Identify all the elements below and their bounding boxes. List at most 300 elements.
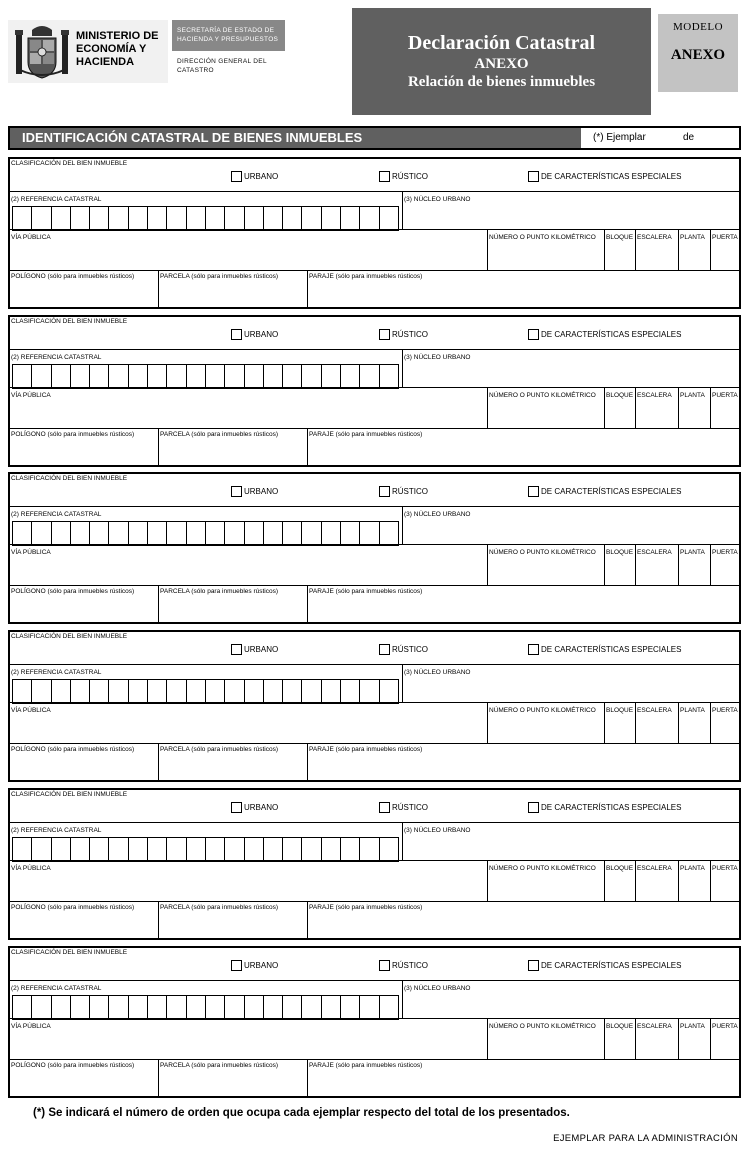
especiales-checkbox[interactable] bbox=[528, 960, 539, 971]
referencia-cell[interactable] bbox=[282, 680, 301, 703]
row-divider bbox=[10, 191, 739, 192]
referencia-cell[interactable] bbox=[147, 680, 166, 703]
col-divider bbox=[635, 229, 636, 270]
rustico-checkbox[interactable] bbox=[379, 802, 390, 813]
referencia-cell[interactable] bbox=[205, 996, 224, 1019]
referencia-cell[interactable] bbox=[359, 365, 378, 388]
referencia-cell[interactable] bbox=[13, 680, 31, 703]
urbano-checkbox[interactable] bbox=[231, 329, 242, 340]
referencia-cell[interactable] bbox=[205, 680, 224, 703]
footer-copy-label: EJEMPLAR PARA LA ADMINISTRACIÓN bbox=[553, 1133, 738, 1144]
planta-label: PLANTA bbox=[680, 1023, 705, 1030]
referencia-catastral-input[interactable] bbox=[12, 206, 399, 231]
property-block bbox=[8, 472, 741, 624]
property-block bbox=[8, 630, 741, 782]
secretaria-line: SECRETARÍA DE ESTADO DE bbox=[177, 27, 275, 34]
via-publica-input[interactable] bbox=[11, 716, 486, 742]
col-divider bbox=[604, 229, 605, 270]
referencia-cell[interactable] bbox=[89, 996, 108, 1019]
referencia-cell[interactable] bbox=[31, 680, 50, 703]
via-publica-input[interactable] bbox=[11, 401, 486, 427]
referencia-cell[interactable] bbox=[51, 522, 70, 545]
col-divider bbox=[710, 229, 711, 270]
referencia-cell[interactable] bbox=[321, 996, 340, 1019]
rustico-checkbox[interactable] bbox=[379, 644, 390, 655]
referencia-cell[interactable] bbox=[263, 680, 282, 703]
urbano-label: URBANO bbox=[244, 803, 279, 812]
col-divider bbox=[604, 1018, 605, 1059]
row-divider bbox=[10, 980, 739, 981]
puerta-label: PUERTA bbox=[712, 234, 738, 241]
referencia-cell[interactable] bbox=[31, 207, 50, 230]
parcela-label: PARCELA (sólo para inmuebles rústicos) bbox=[160, 746, 279, 753]
via-label: VÍA PÚBLICA bbox=[11, 549, 51, 556]
nucleo-label: (3) NÚCLEO URBANO bbox=[404, 511, 471, 518]
referencia-cell[interactable] bbox=[379, 996, 398, 1019]
referencia-cell[interactable] bbox=[379, 207, 398, 230]
referencia-cell[interactable] bbox=[186, 838, 205, 861]
referencia-cell[interactable] bbox=[70, 680, 89, 703]
referencia-cell[interactable] bbox=[224, 522, 243, 545]
col-divider bbox=[710, 1018, 711, 1059]
referencia-cell[interactable] bbox=[282, 522, 301, 545]
referencia-cell[interactable] bbox=[108, 365, 127, 388]
referencia-cell[interactable] bbox=[205, 365, 224, 388]
referencia-cell[interactable] bbox=[13, 522, 31, 545]
referencia-cell[interactable] bbox=[379, 838, 398, 861]
referencia-cell[interactable] bbox=[301, 207, 320, 230]
referencia-cell[interactable] bbox=[359, 838, 378, 861]
col-divider bbox=[307, 1059, 308, 1096]
col-divider bbox=[487, 387, 488, 428]
nucleo-label: (3) NÚCLEO URBANO bbox=[404, 196, 471, 203]
referencia-cell[interactable] bbox=[282, 838, 301, 861]
referencia-cell[interactable] bbox=[147, 207, 166, 230]
col-divider bbox=[307, 428, 308, 465]
referencia-cell[interactable] bbox=[186, 996, 205, 1019]
referencia-cell[interactable] bbox=[379, 365, 398, 388]
referencia-cell[interactable] bbox=[359, 522, 378, 545]
referencia-cell[interactable] bbox=[379, 680, 398, 703]
urbano-checkbox[interactable] bbox=[231, 960, 242, 971]
escalera-label: ESCALERA bbox=[637, 1023, 672, 1030]
poligono-label: POLÍGONO (sólo para inmuebles rústicos) bbox=[11, 431, 135, 438]
direccion-line: CATASTRO bbox=[177, 67, 214, 74]
referencia-label: (2) REFERENCIA CATASTRAL bbox=[11, 354, 102, 361]
col-divider bbox=[710, 702, 711, 743]
referencia-cell[interactable] bbox=[186, 680, 205, 703]
col-divider bbox=[678, 544, 679, 585]
rustico-checkbox[interactable] bbox=[379, 486, 390, 497]
referencia-cell[interactable] bbox=[89, 680, 108, 703]
ministry-line: HACIENDA bbox=[76, 56, 135, 68]
ministry-name bbox=[76, 30, 159, 69]
referencia-cell[interactable] bbox=[282, 996, 301, 1019]
referencia-cell[interactable] bbox=[108, 680, 127, 703]
rustico-label: RÚSTICO bbox=[392, 487, 428, 496]
col-divider bbox=[710, 387, 711, 428]
row-divider bbox=[10, 1059, 739, 1060]
referencia-cell[interactable] bbox=[108, 996, 127, 1019]
nucleo-urbano-input[interactable] bbox=[403, 677, 739, 702]
referencia-cell[interactable] bbox=[282, 207, 301, 230]
referencia-cell[interactable] bbox=[31, 522, 50, 545]
especiales-label: DE CARACTERÍSTICAS ESPECIALES bbox=[541, 645, 682, 654]
col-divider bbox=[604, 544, 605, 585]
referencia-cell[interactable] bbox=[224, 207, 243, 230]
bloque-label: BLOQUE bbox=[606, 392, 634, 399]
referencia-cell[interactable] bbox=[166, 838, 185, 861]
via-label: VÍA PÚBLICA bbox=[11, 707, 51, 714]
referencia-cell[interactable] bbox=[224, 680, 243, 703]
paraje-label: PARAJE (sólo para inmuebles rústicos) bbox=[309, 588, 423, 595]
referencia-cell[interactable] bbox=[340, 996, 359, 1019]
row-divider bbox=[10, 822, 739, 823]
referencia-cell[interactable] bbox=[70, 207, 89, 230]
referencia-cell[interactable] bbox=[147, 838, 166, 861]
form-subtitle-2: Relación de bienes inmuebles bbox=[407, 74, 596, 90]
nucleo-label: (3) NÚCLEO URBANO bbox=[404, 669, 471, 676]
planta-label: PLANTA bbox=[680, 707, 705, 714]
col-divider bbox=[487, 860, 488, 901]
rustico-checkbox[interactable] bbox=[379, 171, 390, 182]
nucleo-urbano-input[interactable] bbox=[403, 519, 739, 544]
modelo-label: MODELO bbox=[672, 21, 724, 33]
nucleo-urbano-input[interactable] bbox=[403, 362, 739, 387]
referencia-cell[interactable] bbox=[51, 680, 70, 703]
referencia-cell[interactable] bbox=[70, 522, 89, 545]
rustico-label: RÚSTICO bbox=[392, 172, 428, 181]
referencia-cell[interactable] bbox=[321, 207, 340, 230]
especiales-checkbox[interactable] bbox=[528, 329, 539, 340]
referencia-cell[interactable] bbox=[340, 838, 359, 861]
referencia-label: (2) REFERENCIA CATASTRAL bbox=[11, 985, 102, 992]
escalera-label: ESCALERA bbox=[637, 549, 672, 556]
referencia-cell[interactable] bbox=[51, 838, 70, 861]
col-divider bbox=[678, 387, 679, 428]
puerta-label: PUERTA bbox=[712, 865, 738, 872]
planta-label: PLANTA bbox=[680, 234, 705, 241]
paraje-label: PARAJE (sólo para inmuebles rústicos) bbox=[309, 273, 423, 280]
puerta-label: PUERTA bbox=[712, 392, 738, 399]
referencia-cell[interactable] bbox=[379, 522, 398, 545]
property-block bbox=[8, 315, 741, 467]
secretaria-box bbox=[172, 20, 285, 51]
referencia-cell[interactable] bbox=[359, 207, 378, 230]
col-divider bbox=[158, 1059, 159, 1096]
row-divider bbox=[10, 544, 739, 545]
planta-label: PLANTA bbox=[680, 865, 705, 872]
referencia-catastral-input[interactable] bbox=[12, 521, 399, 546]
col-divider bbox=[678, 860, 679, 901]
referencia-label: (2) REFERENCIA CATASTRAL bbox=[11, 511, 102, 518]
urbano-checkbox[interactable] bbox=[231, 644, 242, 655]
col-divider bbox=[710, 544, 711, 585]
referencia-cell[interactable] bbox=[340, 207, 359, 230]
col-divider bbox=[604, 860, 605, 901]
referencia-cell[interactable] bbox=[263, 996, 282, 1019]
referencia-cell[interactable] bbox=[224, 365, 243, 388]
especiales-label: DE CARACTERÍSTICAS ESPECIALES bbox=[541, 487, 682, 496]
clasificacion-label: CLASIFICACIÓN DEL BIEN INMUEBLE bbox=[11, 318, 128, 325]
parcela-label: PARCELA (sólo para inmuebles rústicos) bbox=[160, 1062, 279, 1069]
property-block bbox=[8, 946, 741, 1098]
referencia-cell[interactable] bbox=[108, 207, 127, 230]
referencia-cell[interactable] bbox=[263, 522, 282, 545]
row-divider bbox=[10, 229, 739, 230]
via-publica-input[interactable] bbox=[11, 243, 486, 269]
numero-label: NÚMERO O PUNTO KILOMÉTRICO bbox=[489, 392, 596, 399]
form-subtitle: ANEXO bbox=[474, 56, 529, 72]
row-divider bbox=[10, 387, 739, 388]
numero-label: NÚMERO O PUNTO KILOMÉTRICO bbox=[489, 865, 596, 872]
referencia-cell[interactable] bbox=[70, 365, 89, 388]
referencia-cell[interactable] bbox=[244, 996, 263, 1019]
referencia-cell[interactable] bbox=[51, 365, 70, 388]
especiales-label: DE CARACTERÍSTICAS ESPECIALES bbox=[541, 803, 682, 812]
referencia-cell[interactable] bbox=[31, 365, 50, 388]
referencia-cell[interactable] bbox=[166, 680, 185, 703]
title-box bbox=[352, 8, 651, 115]
referencia-cell[interactable] bbox=[128, 207, 147, 230]
direccion-general bbox=[177, 57, 267, 75]
puerta-label: PUERTA bbox=[712, 1023, 738, 1030]
row-divider bbox=[10, 702, 739, 703]
referencia-cell[interactable] bbox=[301, 522, 320, 545]
referencia-cell[interactable] bbox=[282, 365, 301, 388]
referencia-cell[interactable] bbox=[70, 996, 89, 1019]
row-divider bbox=[10, 901, 739, 902]
urbano-checkbox[interactable] bbox=[231, 171, 242, 182]
col-divider bbox=[307, 901, 308, 938]
referencia-cell[interactable] bbox=[340, 680, 359, 703]
row-divider bbox=[10, 585, 739, 586]
parcela-label: PARCELA (sólo para inmuebles rústicos) bbox=[160, 431, 279, 438]
referencia-cell[interactable] bbox=[13, 838, 31, 861]
especiales-label: DE CARACTERÍSTICAS ESPECIALES bbox=[541, 172, 682, 181]
urbano-label: URBANO bbox=[244, 172, 279, 181]
referencia-cell[interactable] bbox=[128, 996, 147, 1019]
form-title: Declaración Catastral bbox=[407, 32, 596, 54]
referencia-cell[interactable] bbox=[340, 365, 359, 388]
col-divider bbox=[158, 901, 159, 938]
referencia-catastral-input[interactable] bbox=[12, 679, 399, 704]
clasificacion-label: CLASIFICACIÓN DEL BIEN INMUEBLE bbox=[11, 475, 128, 482]
col-divider bbox=[678, 702, 679, 743]
escalera-label: ESCALERA bbox=[637, 707, 672, 714]
referencia-cell[interactable] bbox=[166, 522, 185, 545]
referencia-cell[interactable] bbox=[128, 838, 147, 861]
property-block bbox=[8, 788, 741, 940]
col-divider bbox=[158, 743, 159, 780]
referencia-cell[interactable] bbox=[244, 522, 263, 545]
row-divider bbox=[10, 270, 739, 271]
especiales-checkbox[interactable] bbox=[528, 171, 539, 182]
referencia-cell[interactable] bbox=[13, 365, 31, 388]
referencia-cell[interactable] bbox=[186, 522, 205, 545]
row-divider bbox=[10, 1018, 739, 1019]
col-divider bbox=[635, 702, 636, 743]
parcela-label: PARCELA (sólo para inmuebles rústicos) bbox=[160, 588, 279, 595]
referencia-label: (2) REFERENCIA CATASTRAL bbox=[11, 669, 102, 676]
nucleo-urbano-input[interactable] bbox=[403, 835, 739, 860]
referencia-cell[interactable] bbox=[244, 365, 263, 388]
col-divider bbox=[307, 270, 308, 307]
escalera-label: ESCALERA bbox=[637, 234, 672, 241]
via-publica-input[interactable] bbox=[11, 874, 486, 900]
bloque-label: BLOQUE bbox=[606, 865, 634, 872]
referencia-cell[interactable] bbox=[263, 365, 282, 388]
referencia-cell[interactable] bbox=[89, 207, 108, 230]
poligono-label: POLÍGONO (sólo para inmuebles rústicos) bbox=[11, 588, 135, 595]
row-divider bbox=[10, 428, 739, 429]
nucleo-label: (3) NÚCLEO URBANO bbox=[404, 354, 471, 361]
via-label: VÍA PÚBLICA bbox=[11, 1023, 51, 1030]
clasificacion-label: CLASIFICACIÓN DEL BIEN INMUEBLE bbox=[11, 160, 128, 167]
referencia-cell[interactable] bbox=[321, 838, 340, 861]
referencia-cell[interactable] bbox=[51, 996, 70, 1019]
referencia-cell[interactable] bbox=[359, 996, 378, 1019]
col-divider bbox=[307, 585, 308, 622]
referencia-label: (2) REFERENCIA CATASTRAL bbox=[11, 196, 102, 203]
bloque-label: BLOQUE bbox=[606, 1023, 634, 1030]
referencia-cell[interactable] bbox=[89, 522, 108, 545]
col-divider bbox=[635, 860, 636, 901]
referencia-label: (2) REFERENCIA CATASTRAL bbox=[11, 827, 102, 834]
referencia-cell[interactable] bbox=[321, 522, 340, 545]
referencia-catastral-input[interactable] bbox=[12, 364, 399, 389]
referencia-cell[interactable] bbox=[128, 522, 147, 545]
referencia-cell[interactable] bbox=[263, 838, 282, 861]
especiales-checkbox[interactable] bbox=[528, 486, 539, 497]
via-publica-input[interactable] bbox=[11, 558, 486, 584]
poligono-label: POLÍGONO (sólo para inmuebles rústicos) bbox=[11, 1062, 135, 1069]
col-divider bbox=[158, 428, 159, 465]
ejemplar-label: (*) Ejemplar bbox=[593, 132, 646, 143]
parcela-label: PARCELA (sólo para inmuebles rústicos) bbox=[160, 273, 279, 280]
referencia-cell[interactable] bbox=[128, 680, 147, 703]
numero-label: NÚMERO O PUNTO KILOMÉTRICO bbox=[489, 1023, 596, 1030]
section-title: IDENTIFICACIÓN CATASTRAL DE BIENES INMUEBLES bbox=[10, 128, 581, 148]
paraje-label: PARAJE (sólo para inmuebles rústicos) bbox=[309, 904, 423, 911]
referencia-cell[interactable] bbox=[205, 838, 224, 861]
referencia-cell[interactable] bbox=[147, 996, 166, 1019]
escalera-label: ESCALERA bbox=[637, 392, 672, 399]
puerta-label: PUERTA bbox=[712, 549, 738, 556]
referencia-cell[interactable] bbox=[244, 207, 263, 230]
referencia-cell[interactable] bbox=[301, 838, 320, 861]
section-header bbox=[8, 126, 741, 150]
rustico-label: RÚSTICO bbox=[392, 961, 428, 970]
referencia-cell[interactable] bbox=[108, 838, 127, 861]
col-divider bbox=[487, 702, 488, 743]
urbano-checkbox[interactable] bbox=[231, 802, 242, 813]
rustico-label: RÚSTICO bbox=[392, 645, 428, 654]
row-divider bbox=[10, 349, 739, 350]
referencia-cell[interactable] bbox=[13, 996, 31, 1019]
referencia-cell[interactable] bbox=[128, 365, 147, 388]
referencia-cell[interactable] bbox=[186, 365, 205, 388]
referencia-cell[interactable] bbox=[205, 522, 224, 545]
referencia-cell[interactable] bbox=[31, 838, 50, 861]
modelo-box bbox=[658, 14, 738, 92]
referencia-cell[interactable] bbox=[89, 365, 108, 388]
referencia-cell[interactable] bbox=[13, 207, 31, 230]
especiales-label: DE CARACTERÍSTICAS ESPECIALES bbox=[541, 330, 682, 339]
nucleo-label: (3) NÚCLEO URBANO bbox=[404, 827, 471, 834]
especiales-checkbox[interactable] bbox=[528, 802, 539, 813]
planta-label: PLANTA bbox=[680, 392, 705, 399]
referencia-cell[interactable] bbox=[166, 365, 185, 388]
referencia-catastral-input[interactable] bbox=[12, 837, 399, 862]
col-divider bbox=[158, 585, 159, 622]
referencia-cell[interactable] bbox=[205, 207, 224, 230]
col-divider bbox=[307, 743, 308, 780]
especiales-checkbox[interactable] bbox=[528, 644, 539, 655]
rustico-checkbox[interactable] bbox=[379, 960, 390, 971]
referencia-cell[interactable] bbox=[244, 680, 263, 703]
nucleo-urbano-input[interactable] bbox=[403, 993, 739, 1018]
referencia-cell[interactable] bbox=[359, 680, 378, 703]
referencia-cell[interactable] bbox=[321, 365, 340, 388]
numero-label: NÚMERO O PUNTO KILOMÉTRICO bbox=[489, 707, 596, 714]
referencia-cell[interactable] bbox=[70, 838, 89, 861]
referencia-cell[interactable] bbox=[301, 680, 320, 703]
via-publica-input[interactable] bbox=[11, 1032, 486, 1058]
referencia-cell[interactable] bbox=[166, 207, 185, 230]
referencia-cell[interactable] bbox=[224, 996, 243, 1019]
ministry-logo bbox=[8, 20, 168, 83]
rustico-checkbox[interactable] bbox=[379, 329, 390, 340]
via-label: VÍA PÚBLICA bbox=[11, 392, 51, 399]
poligono-label: POLÍGONO (sólo para inmuebles rústicos) bbox=[11, 904, 135, 911]
numero-label: NÚMERO O PUNTO KILOMÉTRICO bbox=[489, 234, 596, 241]
referencia-cell[interactable] bbox=[186, 207, 205, 230]
paraje-label: PARAJE (sólo para inmuebles rústicos) bbox=[309, 746, 423, 753]
referencia-cell[interactable] bbox=[263, 207, 282, 230]
footnote: (*) Se indicará el número de orden que ocupa cada ejemplar respecto del total de los presentados. bbox=[33, 1107, 570, 1119]
modelo-value: ANEXO bbox=[670, 47, 726, 63]
urbano-checkbox[interactable] bbox=[231, 486, 242, 497]
referencia-cell[interactable] bbox=[89, 838, 108, 861]
nucleo-label: (3) NÚCLEO URBANO bbox=[404, 985, 471, 992]
row-divider bbox=[10, 664, 739, 665]
col-divider bbox=[487, 229, 488, 270]
clasificacion-label: CLASIFICACIÓN DEL BIEN INMUEBLE bbox=[11, 949, 128, 956]
referencia-cell[interactable] bbox=[31, 996, 50, 1019]
via-label: VÍA PÚBLICA bbox=[11, 234, 51, 241]
referencia-cell[interactable] bbox=[147, 365, 166, 388]
especiales-label: DE CARACTERÍSTICAS ESPECIALES bbox=[541, 961, 682, 970]
referencia-catastral-input[interactable] bbox=[12, 995, 399, 1020]
referencia-cell[interactable] bbox=[301, 365, 320, 388]
referencia-cell[interactable] bbox=[147, 522, 166, 545]
referencia-cell[interactable] bbox=[321, 680, 340, 703]
poligono-label: POLÍGONO (sólo para inmuebles rústicos) bbox=[11, 746, 135, 753]
referencia-cell[interactable] bbox=[244, 838, 263, 861]
referencia-cell[interactable] bbox=[108, 522, 127, 545]
parcela-label: PARCELA (sólo para inmuebles rústicos) bbox=[160, 904, 279, 911]
ministry-line: MINISTERIO DE bbox=[76, 30, 159, 42]
referencia-cell[interactable] bbox=[224, 838, 243, 861]
paraje-label: PARAJE (sólo para inmuebles rústicos) bbox=[309, 1062, 423, 1069]
bloque-label: BLOQUE bbox=[606, 707, 634, 714]
referencia-cell[interactable] bbox=[51, 207, 70, 230]
referencia-cell[interactable] bbox=[301, 996, 320, 1019]
referencia-cell[interactable] bbox=[340, 522, 359, 545]
nucleo-urbano-input[interactable] bbox=[403, 204, 739, 229]
referencia-cell[interactable] bbox=[166, 996, 185, 1019]
